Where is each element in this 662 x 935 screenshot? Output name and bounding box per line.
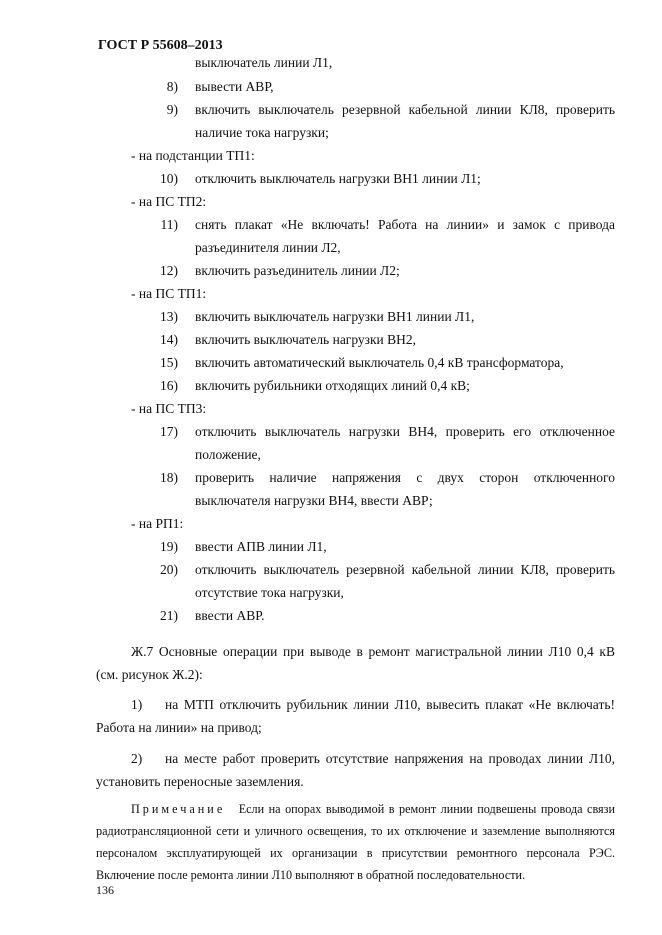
item-text: проверить наличие напряжения с двух сторон отключенного — [195, 470, 615, 485]
note-text: Если на опорах выводимой в ремонт линии подвешены провода связи — [238, 802, 616, 816]
item-text: вывести АВР, — [195, 79, 274, 94]
item-text-cont: разъединителя линии Л2, — [195, 240, 341, 255]
item-number: 18) — [160, 470, 178, 485]
item-number: 13) — [160, 309, 178, 324]
item-text: включить автоматический выключатель 0,4 кВ трансформатора, — [195, 355, 564, 370]
item-number: 15) — [160, 355, 178, 370]
item-text: снять плакат «Не включать! Работа на линии» и замок с привода — [195, 217, 615, 232]
item-text-cont: наличие тока нагрузки; — [195, 125, 329, 140]
operation-number: 1) — [131, 697, 143, 712]
item-text-cont: отсутствие тока нагрузки, — [195, 585, 344, 600]
section-heading-zh7: Ж.7 Основные операции при выводе в ремонт магистральной линии Л10 0,4 кВ — [131, 644, 615, 659]
operation-number: 2) — [131, 751, 143, 766]
item-text: ввести АВР. — [195, 608, 265, 623]
section-label: - на ПС ТП1: — [131, 286, 207, 301]
note-line: персоналом эксплуатирующей их организации в присутствии ремонтного персонала РЭС. — [96, 846, 615, 860]
item-text: ввести АПВ линии Л1, — [195, 539, 327, 554]
item-number: 20) — [160, 562, 178, 577]
note-line: Включение после ремонта линии Л10 выполняют в обратной последовательности. — [96, 868, 526, 882]
note-line: радиотрансляционной сети и уличного освещения, то их отключение и заземление выполняются — [96, 824, 615, 838]
item-text: отключить выключатель резервной кабельной линии КЛ8, проверить — [195, 562, 615, 577]
item-text-cont: выключателя нагрузки ВН4, ввести АВР; — [195, 493, 433, 508]
item-text: включить разъединитель линии Л2; — [195, 263, 400, 278]
item-number: 9) — [166, 102, 178, 117]
item-text: включить выключатель нагрузки ВН1 линии Л1, — [195, 309, 475, 324]
item-number: 21) — [160, 608, 178, 623]
item-number: 12) — [160, 263, 178, 278]
operation-text-cont: установить переносные заземления. — [96, 774, 304, 789]
item-text: отключить выключатель нагрузки ВН1 линии Л1; — [195, 171, 481, 186]
item-text: включить выключатель нагрузки ВН2, — [195, 332, 417, 347]
item-number: 14) — [160, 332, 178, 347]
item-text-cont: положение, — [195, 447, 261, 462]
item-number: 17) — [160, 424, 178, 439]
item-number: 11) — [160, 217, 178, 232]
note-first-line — [131, 801, 615, 817]
section-label: - на подстанции ТП1: — [131, 148, 255, 163]
operation-text: на месте работ проверить отсутствие напряжения на проводах линии Л10, — [165, 751, 615, 766]
section-label: - на ПС ТП2: — [131, 194, 207, 209]
item-number: 19) — [160, 539, 178, 554]
page-number: 136 — [96, 883, 114, 897]
item-number: 10) — [160, 171, 178, 186]
operation-text: на МТП отключить рубильник линии Л10, вывесить плакат «Не включать! — [165, 697, 615, 712]
item-number: 16) — [160, 378, 178, 393]
document-header: ГОСТ Р 55608–2013 — [98, 38, 223, 53]
item-number: 8) — [166, 79, 178, 94]
section-label: - на ПС ТП3: — [131, 401, 207, 416]
item-text: включить рубильники отходящих линий 0,4 кВ; — [195, 378, 470, 393]
continuation-line: выключатель линии Л1, — [195, 55, 333, 70]
note-label: Примечание — [131, 802, 226, 816]
section-label: - на РП1: — [131, 516, 184, 531]
item-text: включить выключатель резервной кабельной линии КЛ8, проверить — [195, 102, 615, 117]
item-text: отключить выключатель нагрузки ВН4, проверить его отключенное — [195, 424, 615, 439]
section-heading-zh7-cont: (см. рисунок Ж.2): — [96, 667, 203, 682]
operation-text-cont: Работа на линии» на привод; — [96, 720, 262, 735]
